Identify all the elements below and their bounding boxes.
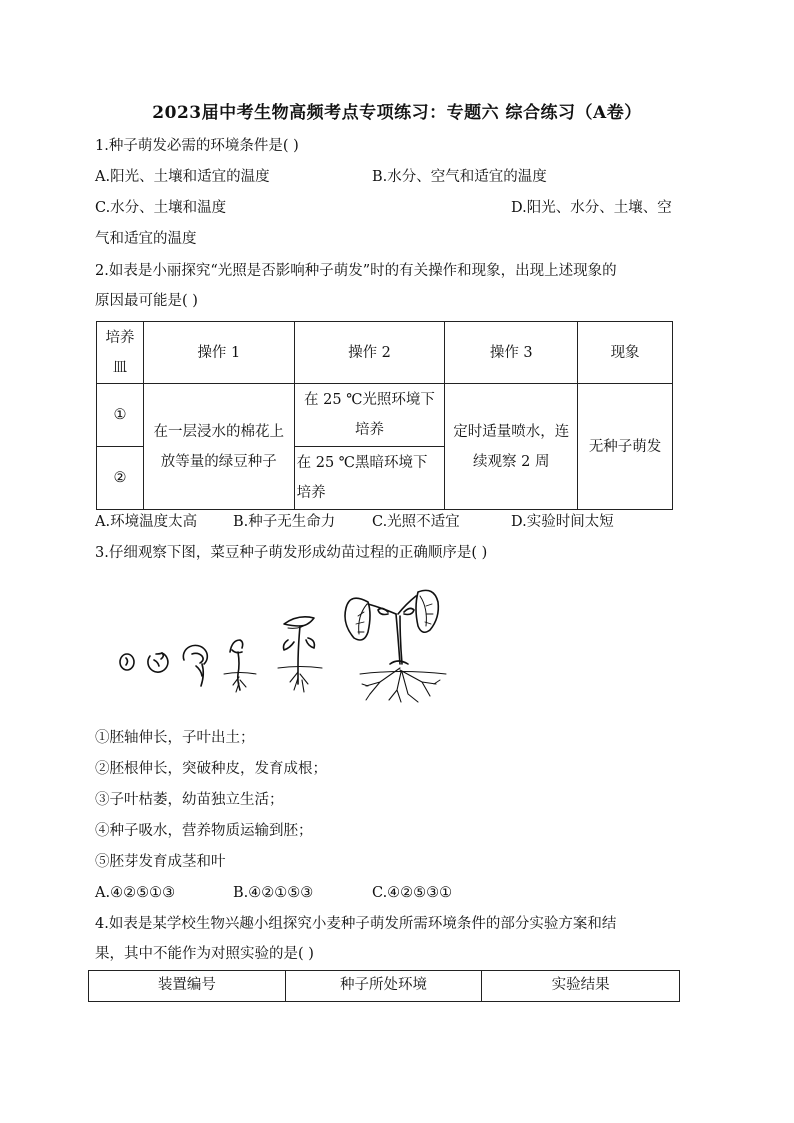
q4-table (88, 970, 680, 1002)
op3-cell (445, 384, 578, 510)
q1-option-a: A.阳光、土壤和适宜的温度 (95, 169, 270, 185)
page-title: 2023届中考生物高频考点专项练习：专题六 综合练习（A卷） (152, 103, 642, 123)
op3-line2: 续观察 2 周 (473, 453, 550, 470)
seed-stage-4 (224, 640, 256, 692)
q3-step-1: ①胚轴伸长，子叶出土； (95, 730, 255, 746)
q4-header-device-number: 装置编号 (89, 971, 286, 1002)
q1-option-d: D.阳光、水分、土壤、空 (511, 200, 672, 216)
q2-option-c: C.光照不适宜 (372, 514, 460, 530)
q2-table-header-row (97, 322, 673, 384)
dish-2: ② (97, 447, 144, 510)
op1-line1: 在一层浸水的棉花上 (153, 423, 285, 440)
q3-option-c: C.④②⑤③① (372, 885, 453, 901)
q4-header-result: 实验结果 (482, 971, 680, 1002)
q2-option-d: D.实验时间太短 (511, 514, 614, 530)
q3-step-4: ④种子吸水，营养物质运输到胚； (95, 823, 313, 839)
q1-option-d-continued: 气和适宜的温度 (95, 231, 197, 247)
q4-stem-line1: 4.如表是某学校生物兴趣小组探究小麦种子萌发所需环境条件的部分实验方案和结 (95, 916, 617, 932)
seed-stage-2 (148, 653, 168, 672)
q3-stem: 3.仔细观察下图，菜豆种子萌发形成幼苗过程的正确顺序是( ) (95, 545, 488, 561)
dish2-op2-line2: 培养 (296, 485, 326, 501)
q3-step-2: ②胚根伸长，突破种皮，发育成根； (95, 761, 327, 777)
header-op1: 操作 1 (143, 322, 294, 384)
q2-table-row-1 (97, 384, 673, 447)
header-dish-line2: 皿 (112, 359, 128, 376)
q4-stem-line2: 果，其中不能作为对照实验的是( ) (95, 946, 314, 962)
q3-option-a: A.④②⑤①③ (95, 885, 176, 901)
dish1-op2 (294, 384, 445, 447)
q2-option-b: B.种子无生命力 (233, 514, 336, 530)
q1-option-b: B.水分、空气和适宜的温度 (372, 169, 547, 185)
dish1-op2-line1: 在 25 ℃光照环境下 (304, 392, 435, 408)
q4-header-seed-environment: 种子所处环境 (285, 971, 482, 1002)
dish-1: ① (97, 384, 144, 447)
q4-table-header-row (89, 971, 680, 1002)
op1-line2: 放等量的绿豆种子 (160, 453, 277, 470)
header-phenomenon: 现象 (578, 322, 673, 384)
header-op2: 操作 2 (294, 322, 445, 384)
op3-line1: 定时适量喷水，连 (453, 423, 570, 440)
header-dish (97, 322, 144, 384)
dish1-op2-line2: 培养 (355, 422, 384, 438)
q2-table (96, 321, 673, 510)
seed-stage-3 (183, 645, 207, 686)
q1-stem: 1.种子萌发必需的环境条件是( ) (95, 138, 299, 154)
q2-stem-line1: 2.如表是小丽探究“光照是否影响种子萌发”时的有关操作和现象，出现上述现象的 (95, 263, 617, 279)
q3-step-3: ③子叶枯萎，幼苗独立生活； (95, 792, 284, 808)
seed-stage-5 (278, 617, 322, 692)
q1-option-c: C.水分、土壤和温度 (95, 200, 227, 216)
dish2-op2-line1: 在 25 ℃黑暗环境下 (296, 455, 428, 471)
header-op3: 操作 3 (445, 322, 578, 384)
q3-step-5: ⑤胚芽发育成茎和叶 (95, 854, 226, 870)
seed-germination-illustration (112, 582, 472, 712)
q2-stem-line2: 原因最可能是( ) (95, 293, 198, 309)
header-dish-line1: 培养 (105, 329, 135, 346)
dish2-op2 (294, 447, 445, 510)
phenomenon-cell: 无种子萌发 (578, 384, 673, 510)
q3-option-b: B.④②①⑤③ (233, 885, 314, 901)
seed-stage-1 (120, 654, 134, 670)
q2-option-a: A.环境温度太高 (95, 514, 198, 530)
op1-cell (143, 384, 294, 510)
seed-stage-6 (345, 590, 446, 702)
